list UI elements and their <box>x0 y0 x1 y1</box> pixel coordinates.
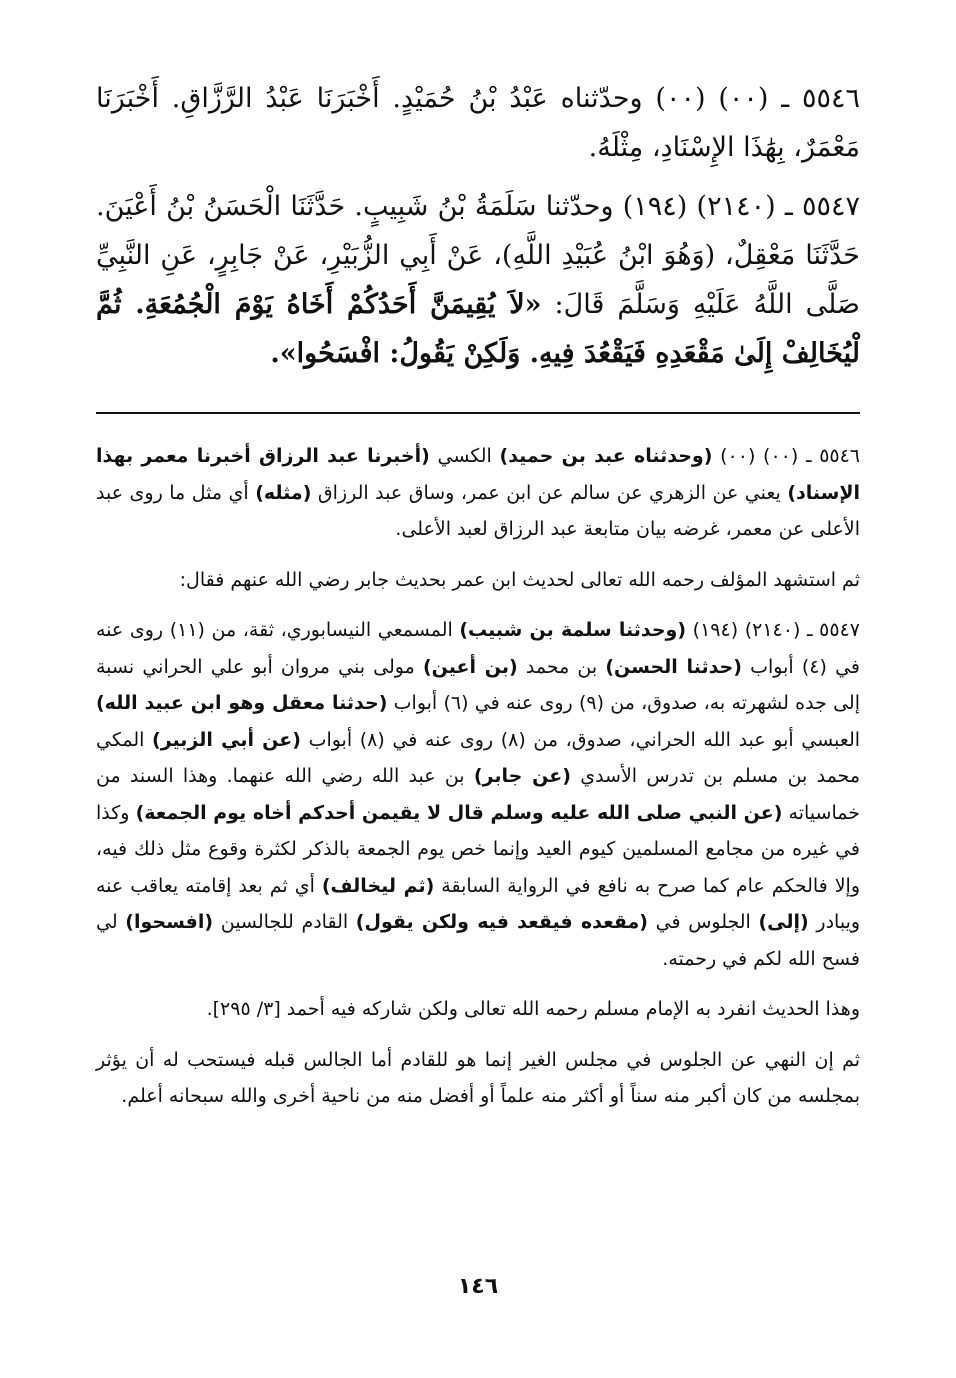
quoted-text: (حدثنا معقل وهو ابن عبيد الله) <box>96 692 388 714</box>
commentary-reference: وهذا الحديث انفرد به الإمام مسلم رحمه الله تعالى ولكن شاركه فيه أحمد [٣/ ٢٩٥]. <box>206 998 860 1020</box>
hadith-5547-intro: ٥٥٤٧ ـ (٢١٤٠) (١٩٤) وحدّثنا سَلَمَةُ بْنُ شَبِيبٍ. حَدَّثَنَا الْحَسَنُ بْنُ أَعْيَنَ. حَدَّثَنَا مَعْقِلٌ، (وَهُوَ ابْنُ عُبَيْدِ اللَّهِ)، عَنْ أَبِي الزُّبَيْرِ، عَنْ جَابِرٍ، عَنِ النَّبِيِّ صَلَّى اللَّهُ عَلَيْهِ وَسَلَّمَ قَالَ: <box>96 191 860 320</box>
commentary-transition: ثم استشهد المؤلف رحمه الله تعالى لحديث ابن عمر بحديث جابر رضي الله عنهم فقال: <box>179 568 860 591</box>
comment-text: بن عبد الله رضي الله عنهما. وهذا السند من خماسياته <box>96 765 860 824</box>
comment-text: يعني عن الزهري عن سالم عن ابن عمر، وساق عبد الرزاق <box>317 481 781 504</box>
quoted-text: (وحدثناه عبد بن حميد) <box>499 445 713 467</box>
quoted-text: (مقعده فيقعد فيه ولكن يقول) <box>355 911 648 933</box>
comment-text: أي مثل ما روى عبد الأعلى عن معمر، غرضه بيان متابعة عبد الرزاق لعبد الأعلى. <box>96 481 860 540</box>
quoted-text: (ثم ليخالف) <box>321 874 435 897</box>
comment-text: القادم للجالسين <box>220 911 349 933</box>
quoted-text: (إلى) <box>758 911 809 933</box>
comment-text: لي فسح الله لكم في رحمته. <box>96 911 860 970</box>
quoted-text: (وحدثنا سلمة بن شبيب) <box>459 619 687 641</box>
quoted-text: (افسحوا) <box>125 911 214 933</box>
hadith-5547 <box>96 182 860 378</box>
commentary <box>96 438 860 1115</box>
hadith-number: ٥٥٤٧ ـ (٢١٤٠) (١٩٤) <box>692 619 860 641</box>
comment-text: مولى بني مروان أبو علي الحراني نسبة إلى جده لشهرته به، صدوق، من (٩) روى عنه في (٦) أبواب <box>96 655 860 714</box>
comment-text: الكسي <box>437 445 492 467</box>
commentary-5546 <box>96 438 860 548</box>
quoted-text: (حدثنا الحسن) <box>605 655 742 678</box>
quoted-text: (أخبرنا عبد الرزاق أخبرنا معمر بهذا الإسناد) <box>96 445 861 504</box>
quoted-text: (مثله) <box>255 481 312 504</box>
comment-text: المسمعي النيسابوري، ثقة، من (١١) روى عنه في (٤) أبواب <box>96 619 860 678</box>
quoted-text: (عن أبي الزبير) <box>152 728 301 751</box>
hadith-text <box>96 74 860 378</box>
hadith-5547-matn: «لاَ يُقِيمَنَّ أَحَدُكُمْ أَخَاهُ يَوْمَ الْجُمُعَةِ. ثُمَّ لْيُخَالِفْ إِلَىٰ مَقْعَدِهِ فَيَقْعُدَ فِيهِ. وَلَكِنْ يَقُولُ: افْسَحُوا». <box>96 289 860 369</box>
quoted-text: (عن جابر) <box>473 765 571 787</box>
comment-text: أي ثم بعد إقامته يعاقب عنه ويبادر <box>96 874 861 933</box>
hadith-number: ٥٥٤٦ ـ (٠٠) (٠٠) <box>720 445 861 467</box>
page-number: ١٤٦ <box>457 1274 499 1299</box>
quoted-text: (بن أعين) <box>422 655 518 678</box>
comment-text: بن محمد <box>525 655 598 678</box>
comment-text: العبسي أبو عبد الله الحراني، صدوق، من (٨) روى عنه في (٨) أبواب <box>308 728 861 751</box>
comment-text: المكي محمد بن مسلم بن تدرس الأسدي <box>96 728 860 787</box>
comment-text: الجلوس في <box>655 911 751 933</box>
commentary-5547 <box>96 612 860 977</box>
hadith-5546: ٥٥٤٦ ـ (٠٠) (٠٠) وحدّثناه عَبْدُ بْنُ حُمَيْدٍ. أَخْبَرَنَا عَبْدُ الرَّزَّاقِ. أَخْبَرَنَا مَعْمَرٌ، بِهَٰذَا الإِسْنَادِ، مِثْلَهُ. <box>96 83 861 163</box>
commentary-conclusion: ثم إن النهي عن الجلوس في مجلس الغير إنما هو للقادم أما الجالس قبله فيستحب له أن يؤثر بمجلسه من كان أكبر منه سناً أو أكثر منه علماً أو أفضل منه من ناحية أخرى والله سبحانه أعلم. <box>96 1048 860 1107</box>
quoted-text: (عن النبي صلى الله عليه وسلم قال لا يقيمن أحدكم أخاه يوم الجمعة) <box>135 801 783 824</box>
divider-line <box>96 412 860 414</box>
comment-text: وكذا في غيره من مجامع المسلمين كيوم العيد وإنما خص يوم الجمعة بالذكر لكثرة وقوع مثل ذلك فيه، وإلا فالحكم عام كما صرح به نافع في الرواية السابقة <box>96 801 861 897</box>
